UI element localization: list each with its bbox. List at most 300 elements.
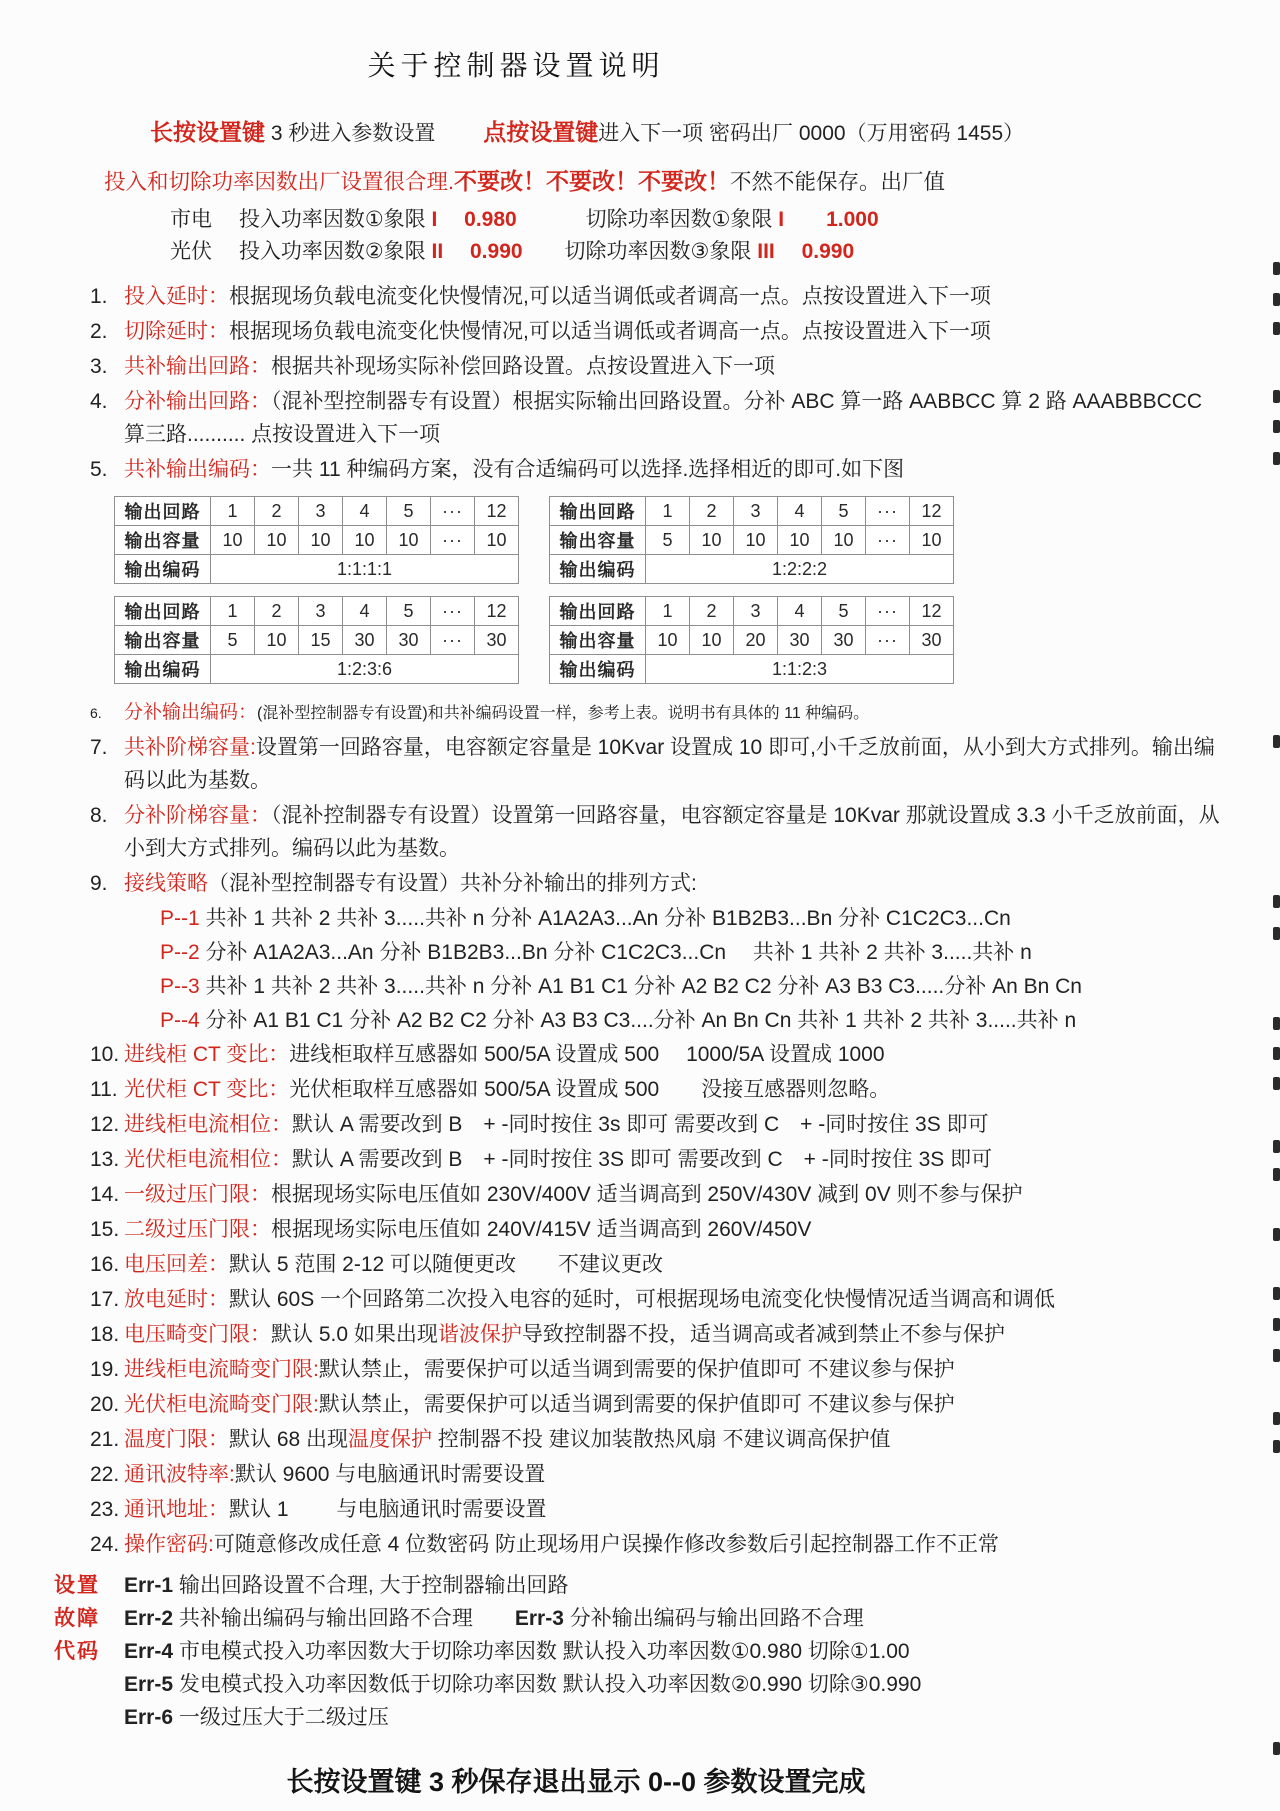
item-text	[124, 1113, 989, 1136]
table-cell: 5	[822, 597, 866, 626]
list-item-12	[86, 1108, 1220, 1141]
text-segment: Err-6	[124, 1706, 179, 1729]
text-segment: 市电 投入功率因数①象限	[170, 208, 432, 231]
table-cell: 30	[343, 626, 387, 655]
table-row	[550, 626, 954, 655]
item-text	[124, 285, 991, 308]
emphasis-text: 投入延时：	[124, 285, 229, 308]
list-item-8	[86, 799, 1220, 865]
emphasis-text: 光伏柜电流畸变门限:	[124, 1393, 319, 1416]
text-segment: 默认 60S 一个回路第二次投入电容的延时，可根据现场电流变化快慢情况适当调高和调低	[229, 1288, 1056, 1311]
text-segment: 光伏柜取样互感器如 500/5A 设置成 500 没接互感器则忽略。	[289, 1078, 891, 1101]
wiring-strategy-line	[86, 902, 1220, 936]
item-number: 11.	[90, 1078, 118, 1101]
items-list-bottom	[86, 698, 1220, 1561]
item-number: 8.	[90, 804, 108, 827]
text-segment: 默认 9600 与电脑通讯时需要设置	[234, 1463, 546, 1486]
table-cell: 5	[211, 626, 255, 655]
table-cell: ···	[866, 526, 910, 555]
text-segment: Err-2	[124, 1607, 179, 1630]
text-segment: 默认 1 与电脑通讯时需要设置	[229, 1498, 547, 1521]
table-cell: 1:2:3:6	[211, 655, 519, 684]
table-row	[550, 555, 954, 584]
list-item-17	[86, 1283, 1220, 1316]
scan-artifact	[1273, 1228, 1280, 1241]
emphasis-text: 切除延时：	[124, 320, 229, 343]
error-row	[54, 1569, 1220, 1602]
text-segment: 发电模式投入功率因数低于切除功率因数 默认投入功率因数②0.990 切除③0.990	[178, 1673, 922, 1696]
emphasis-text: 共补输出编码：	[124, 458, 271, 481]
table-row	[115, 526, 519, 555]
list-item-3	[86, 350, 1220, 383]
emphasis-text: P--2	[160, 941, 206, 964]
table-row-label: 输出回路	[550, 597, 646, 626]
table-cell: 5	[387, 497, 431, 526]
text-segment: 一共 11 种编码方案，没有合适编码可以选择.选择相近的即可.如下图	[271, 458, 905, 481]
table-cell: 10	[690, 626, 734, 655]
scan-artifact	[1273, 735, 1280, 748]
list-item-18	[86, 1318, 1220, 1351]
table-cell: 4	[343, 497, 387, 526]
table-cell: 2	[255, 497, 299, 526]
emphasis-text: 放电延时：	[124, 1288, 229, 1311]
item-text	[124, 804, 1220, 860]
error-row	[54, 1668, 1220, 1701]
table-cell: 1:2:2:2	[646, 555, 954, 584]
text-segment: 根据现场负载电流变化快慢情况,可以适当调低或者调高一点。点按设置进入下一项	[229, 285, 991, 308]
table-row	[115, 655, 519, 684]
table-cell: ···	[866, 597, 910, 626]
scan-artifact	[1273, 895, 1280, 908]
text-segment: 一级过压大于二级过压	[178, 1706, 389, 1729]
error-group-label: 设置	[54, 1574, 100, 1597]
table-row-label: 输出容量	[550, 526, 646, 555]
emphasis-text: 光伏柜 CT 变比：	[124, 1078, 290, 1101]
text-segment: Err-3	[514, 1607, 570, 1630]
emphasis-text: 光伏柜电流相位：	[124, 1148, 292, 1171]
text-segment: 进线柜取样互感器如 500/5A 设置成 500 1000/5A 设置成 1000	[289, 1043, 885, 1066]
table-cell: 5	[822, 497, 866, 526]
table-cell: 30	[778, 626, 822, 655]
list-item-24	[86, 1528, 1220, 1561]
wiring-strategy-line	[86, 970, 1220, 1004]
list-item-7	[86, 731, 1220, 797]
table-cell: 10	[255, 626, 299, 655]
table-cell: 1	[211, 497, 255, 526]
item-number: 10.	[90, 1043, 120, 1066]
table-row	[115, 626, 519, 655]
text-segment: Err-5	[124, 1673, 179, 1696]
error-group-label: 代码	[54, 1640, 100, 1663]
table-cell: 10	[778, 526, 822, 555]
emphasis-text: III 0.990	[757, 240, 855, 263]
table-cell: 1	[211, 597, 255, 626]
scan-artifact	[1273, 262, 1280, 275]
text-segment: 默认禁止，需要保护可以适当调到需要的保护值即可 不建议参与保护	[318, 1393, 955, 1416]
list-item-16	[86, 1248, 1220, 1281]
text-segment: 可随意修改成任意 4 位数密码 防止现场用户误操作修改参数后引起控制器工作不正常	[213, 1533, 1000, 1556]
list-item-19	[86, 1353, 1220, 1386]
scan-artifact	[1273, 1140, 1280, 1153]
text-segment: （混补型控制器专有设置）根据实际输出回路设置。分补 ABC 算一路 AABBCC 算 2 路 AAABBBCCC 算三路.......... 点按设置进入下一项	[124, 390, 1203, 446]
scan-artifact	[1273, 390, 1280, 403]
table-row	[550, 497, 954, 526]
text-segment: 根据现场负载电流变化快慢情况,可以适当调低或者调高一点。点按设置进入下一项	[229, 320, 991, 343]
table-cell: 10	[646, 626, 690, 655]
list-item-23	[86, 1493, 1220, 1526]
encoding-table	[549, 596, 954, 684]
error-group-label: 故障	[54, 1607, 100, 1630]
item-number: 16.	[90, 1253, 120, 1276]
table-cell: 12	[910, 497, 954, 526]
scan-artifact	[1273, 1742, 1280, 1755]
encoding-table	[549, 496, 954, 584]
table-row-label: 输出编码	[115, 655, 211, 684]
table-cell: ···	[431, 626, 475, 655]
item-text	[124, 390, 1202, 446]
table-row	[115, 597, 519, 626]
table-row-label: 输出回路	[115, 597, 211, 626]
text-segment: 光伏 投入功率因数②象限	[170, 240, 432, 263]
emphasis-text: 长按设置键	[150, 119, 265, 145]
table-row-label: 输出编码	[550, 655, 646, 684]
table-row	[115, 555, 519, 584]
text-segment: 默认 5 范围 2-12 可以随便更改 不建议更改	[229, 1253, 664, 1276]
table-cell: 2	[690, 497, 734, 526]
table-row-label: 输出回路	[115, 497, 211, 526]
scan-artifact	[1273, 1412, 1280, 1425]
item-number: 24.	[90, 1533, 120, 1556]
list-item-11	[86, 1073, 1220, 1106]
emphasis-text: 电压回差：	[124, 1253, 229, 1276]
table-cell: 10	[387, 526, 431, 555]
error-text	[124, 1701, 389, 1734]
emphasis-text: 不要改！不要改！不要改！	[453, 168, 730, 194]
emphasis-text: 通讯波特率:	[124, 1463, 235, 1486]
table-cell: 15	[299, 626, 343, 655]
encoding-table-2	[549, 496, 954, 584]
emphasis-text: I 0.980	[431, 208, 517, 231]
list-item-22	[86, 1458, 1220, 1491]
text-segment: Err-4	[124, 1640, 179, 1663]
emphasis-text: 投入和切除功率因数出厂设置很合理.	[104, 170, 454, 194]
factory-values	[86, 204, 1220, 268]
table-cell: 3	[299, 597, 343, 626]
item-text	[124, 355, 775, 378]
encoding-table-1	[114, 496, 519, 584]
item-number: 3.	[90, 355, 108, 378]
list-item-15	[86, 1213, 1220, 1246]
text-segment: 根据共补现场实际补偿回路设置。点按设置进入下一项	[271, 355, 775, 378]
emphasis-text: I 1.000	[778, 208, 879, 231]
item-text	[124, 1533, 999, 1556]
item-number: 7.	[90, 736, 108, 759]
emphasis-text: P--1	[160, 907, 206, 930]
item-text	[124, 1498, 546, 1521]
emphasis-text: 进线柜电流畸变门限:	[124, 1358, 319, 1381]
text-segment: 切除功率因数①象限	[516, 208, 779, 231]
item-number: 18.	[90, 1323, 120, 1346]
table-cell: 1:1:2:3	[646, 655, 954, 684]
item-text	[124, 1358, 955, 1381]
table-row	[550, 526, 954, 555]
item-text	[124, 1043, 885, 1066]
table-cell: 3	[299, 497, 343, 526]
table-cell: 10	[690, 526, 734, 555]
table-cell: 10	[211, 526, 255, 555]
scan-artifact	[1273, 927, 1280, 940]
text-segment: 分补输出编码与输出回路不合理	[569, 1607, 864, 1630]
list-item-2	[86, 315, 1220, 348]
intro-line-warning	[104, 163, 1220, 196]
error-row	[54, 1602, 1220, 1635]
table-cell: 30	[822, 626, 866, 655]
list-item-6	[86, 698, 1220, 729]
table-row-label: 输出容量	[115, 526, 211, 555]
text-segment: （混补控制器专有设置）设置第一回路容量，电容额定容量是 10Kvar 那就设置成 3.3 小千乏放前面，从小到大方式排列。编码以此为基数。	[124, 804, 1220, 860]
list-item-5	[86, 453, 1220, 486]
text-segment: 默认 A 需要改到 B + -同时按住 3s 即可 需要改到 C + -同时按住 3S 即可	[292, 1113, 989, 1136]
text-segment: 3 秒进入参数设置	[265, 122, 484, 145]
item-text	[124, 872, 697, 895]
text-segment: 设置第一回路容量，电容额定容量是 10Kvar 设置成 10 即可,小千乏放前面，从小到大方式排列。输出编码以此为基数。	[124, 736, 1215, 792]
text-segment: Err-1	[124, 1574, 179, 1597]
table-row-label: 输出编码	[550, 555, 646, 584]
encoding-table-4	[549, 596, 954, 684]
error-codes-section	[54, 1569, 1220, 1734]
item-text	[124, 702, 870, 723]
wiring-strategy-line	[86, 936, 1220, 970]
error-text	[124, 1635, 910, 1668]
emphasis-text: 谐波保护	[437, 1323, 522, 1346]
table-cell: ···	[866, 497, 910, 526]
table-cell: 1	[646, 597, 690, 626]
text-segment: 根据现场实际电压值如 230V/400V 适当调高到 250V/430V 减到 0V 则不参与保护	[271, 1183, 1023, 1206]
list-item-14	[86, 1178, 1220, 1211]
table-row-label: 输出容量	[550, 626, 646, 655]
text-segment: （混补型控制器专有设置）共补分补输出的排列方式:	[208, 872, 697, 895]
item-text	[124, 1078, 890, 1101]
table-cell: ···	[431, 497, 475, 526]
scan-artifact	[1273, 322, 1280, 335]
item-text	[124, 1428, 891, 1451]
table-cell: ···	[431, 597, 475, 626]
table-row	[115, 497, 519, 526]
emphasis-text: 分补输出编码：	[124, 702, 258, 723]
item-text	[124, 1253, 663, 1276]
table-row	[550, 655, 954, 684]
list-item-10	[86, 1038, 1220, 1071]
table-row	[550, 597, 954, 626]
text-segment: (混补型控制器专有设置)和共补编码设置一样，参考上表。说明书有具体的 11 种编码。	[257, 705, 870, 722]
table-cell: 3	[734, 597, 778, 626]
emphasis-text: 操作密码:	[124, 1533, 214, 1556]
text-segment: 共补 1 共补 2 共补 3.....共补 n 分补 A1 B1 C1 分补 A2 B2 C2 分补 A3 B3 C3.....分补 An Bn Cn	[205, 975, 1082, 998]
item-number: 21.	[90, 1428, 120, 1451]
table-cell: 10	[822, 526, 866, 555]
emphasis-text: 点按设置键	[483, 119, 599, 145]
text-segment: 输出回路设置不合理, 大于控制器输出回路	[178, 1574, 569, 1597]
text-segment: 导致控制器不投，适当调高或者减到禁止不参与保护	[521, 1323, 1005, 1346]
item-number: 17.	[90, 1288, 120, 1311]
item-number: 5.	[90, 458, 108, 481]
scan-artifact	[1273, 1440, 1280, 1453]
list-item-13	[86, 1143, 1220, 1176]
emphasis-text: 共补阶梯容量:	[124, 736, 256, 759]
table-cell: 2	[690, 597, 734, 626]
factory-line-mains	[170, 204, 1220, 236]
scan-artifact	[1273, 1349, 1280, 1362]
item-number: 6.	[90, 705, 102, 721]
item-number: 13.	[90, 1148, 120, 1171]
item-number: 14.	[90, 1183, 120, 1206]
table-cell: 10	[343, 526, 387, 555]
emphasis-text: 进线柜电流相位：	[124, 1113, 292, 1136]
error-text	[124, 1668, 921, 1701]
emphasis-text: 通讯地址：	[124, 1498, 229, 1521]
item-text	[124, 458, 904, 481]
items-list-top	[86, 280, 1220, 486]
table-cell: 12	[910, 597, 954, 626]
table-cell: 10	[475, 526, 519, 555]
text-segment: 共补 1 共补 2 共补 3.....共补 n 分补 A1A2A3...An 分补 B1B2B3...Bn 分补 C1C2C3...Cn	[205, 907, 1011, 930]
table-row-label: 输出编码	[115, 555, 211, 584]
table-cell: ···	[866, 626, 910, 655]
table-cell: ···	[431, 526, 475, 555]
scan-artifact	[1273, 293, 1280, 306]
emphasis-text: 分补输出回路：	[124, 390, 271, 413]
table-cell: 30	[387, 626, 431, 655]
table-row-label: 输出回路	[550, 497, 646, 526]
item-text	[124, 1218, 811, 1241]
error-group-label	[54, 1668, 124, 1701]
table-cell: 30	[910, 626, 954, 655]
table-row-label: 输出容量	[115, 626, 211, 655]
table-cell: 10	[734, 526, 778, 555]
item-number: 12.	[90, 1113, 120, 1136]
list-item-4	[86, 385, 1220, 451]
text-segment: 市电模式投入功率因数大于切除功率因数 默认投入功率因数①0.980 切除①1.00	[178, 1640, 910, 1663]
item-text	[124, 1148, 992, 1171]
item-number: 15.	[90, 1218, 120, 1241]
intro-line-keys	[150, 114, 1220, 147]
list-item-21	[86, 1423, 1220, 1456]
scan-artifact	[1273, 1168, 1280, 1181]
wiring-strategy-line	[86, 1004, 1220, 1038]
emphasis-text: 电压畸变门限：	[124, 1323, 271, 1346]
list-item-20	[86, 1388, 1220, 1421]
item-number: 23.	[90, 1498, 120, 1521]
factory-line-pv	[170, 236, 1220, 268]
item-text	[124, 1323, 1005, 1346]
table-cell: 4	[343, 597, 387, 626]
table-cell: 4	[778, 597, 822, 626]
table-cell: 10	[910, 526, 954, 555]
scan-artifact	[1273, 1077, 1280, 1090]
emphasis-text: 分补阶梯容量：	[124, 804, 271, 827]
table-cell: 5	[646, 526, 690, 555]
table-cell: 12	[475, 597, 519, 626]
text-segment: 切除功率因数③象限	[522, 240, 758, 263]
emphasis-text: 一级过压门限：	[124, 1183, 271, 1206]
table-cell: 3	[734, 497, 778, 526]
encoding-table	[114, 496, 519, 584]
footer-note: 长按设置键 3 秒保存退出显示 0--0 参数设置完成	[286, 1767, 866, 1797]
table-cell: 4	[778, 497, 822, 526]
item-number: 2.	[90, 320, 108, 343]
table-cell: 1	[646, 497, 690, 526]
page-title: 关于控制器设置说明	[367, 50, 665, 81]
item-text	[124, 1393, 955, 1416]
error-row	[54, 1635, 1220, 1668]
emphasis-text: 二级过压门限：	[124, 1218, 271, 1241]
error-text	[124, 1602, 864, 1635]
item-number: 19.	[90, 1358, 120, 1381]
item-number: 22.	[90, 1463, 120, 1486]
text-segment: 默认禁止，需要保护可以适当调到需要的保护值即可 不建议参与保护	[318, 1358, 955, 1381]
table-cell: 20	[734, 626, 778, 655]
item-text	[124, 736, 1215, 792]
text-segment: 分补 A1 B1 C1 分补 A2 B2 C2 分补 A3 B3 C3....分补 An Bn Cn 共补 1 共补 2 共补 3.....共补 n	[205, 1009, 1077, 1032]
table-cell: 5	[387, 597, 431, 626]
error-row	[54, 1701, 1220, 1734]
item-text	[124, 320, 991, 343]
emphasis-text: P--4	[160, 1009, 206, 1032]
text-segment: 共补输出编码与输出回路不合理	[178, 1607, 515, 1630]
emphasis-text: 接线策略	[124, 872, 208, 895]
text-segment: 分补 A1A2A3...An 分补 B1B2B3...Bn 分补 C1C2C3...Cn 共补 1 共补 2 共补 3.....共补 n	[205, 941, 1032, 964]
text-segment: 根据现场实际电压值如 240V/415V 适当调高到 260V/450V	[271, 1218, 812, 1241]
table-cell: 12	[475, 497, 519, 526]
emphasis-text: 温度门限：	[124, 1428, 229, 1451]
item-text	[124, 1183, 1023, 1206]
list-item-1	[86, 280, 1220, 313]
text-segment: 默认 68 出现	[229, 1428, 349, 1451]
text-segment: 不然不能保存。出厂值	[729, 170, 945, 194]
scan-artifact	[1273, 452, 1280, 465]
item-text	[124, 1288, 1055, 1311]
item-number: 20.	[90, 1393, 120, 1416]
scan-artifact	[1273, 1318, 1280, 1331]
text-segment: 默认 5.0 如果出现	[271, 1323, 438, 1346]
table-cell: 1:1:1:1	[211, 555, 519, 584]
item-number: 9.	[90, 872, 108, 895]
emphasis-text: P--3	[160, 975, 206, 998]
emphasis-text: 共补输出回路：	[124, 355, 271, 378]
scan-artifact	[1273, 420, 1280, 433]
error-text	[124, 1569, 569, 1602]
item-text	[124, 1463, 545, 1486]
text-segment: 进入下一项 密码出厂 0000（万用密码 1455）	[598, 122, 1025, 145]
emphasis-text: 进线柜 CT 变比：	[124, 1043, 290, 1066]
item-number: 1.	[90, 285, 108, 308]
scan-artifact	[1273, 1287, 1280, 1300]
emphasis-text: II 0.990	[431, 240, 523, 263]
list-item-9	[86, 867, 1220, 900]
encoding-tables	[114, 496, 954, 684]
text-segment: 控制器不投 建议加装散热风扇 不建议调高保护值	[432, 1428, 891, 1451]
emphasis-text: 温度保护	[348, 1428, 433, 1451]
text-segment: 默认 A 需要改到 B + -同时按住 3S 即可 需要改到 C + -同时按住 3S 即可	[292, 1148, 993, 1171]
scan-artifact	[1273, 1047, 1280, 1060]
scan-artifact	[1273, 1017, 1280, 1030]
encoding-table-3	[114, 596, 519, 684]
encoding-table	[114, 596, 519, 684]
item-number: 4.	[90, 390, 108, 413]
table-cell: 10	[255, 526, 299, 555]
table-cell: 10	[299, 526, 343, 555]
error-group-label	[54, 1701, 124, 1734]
